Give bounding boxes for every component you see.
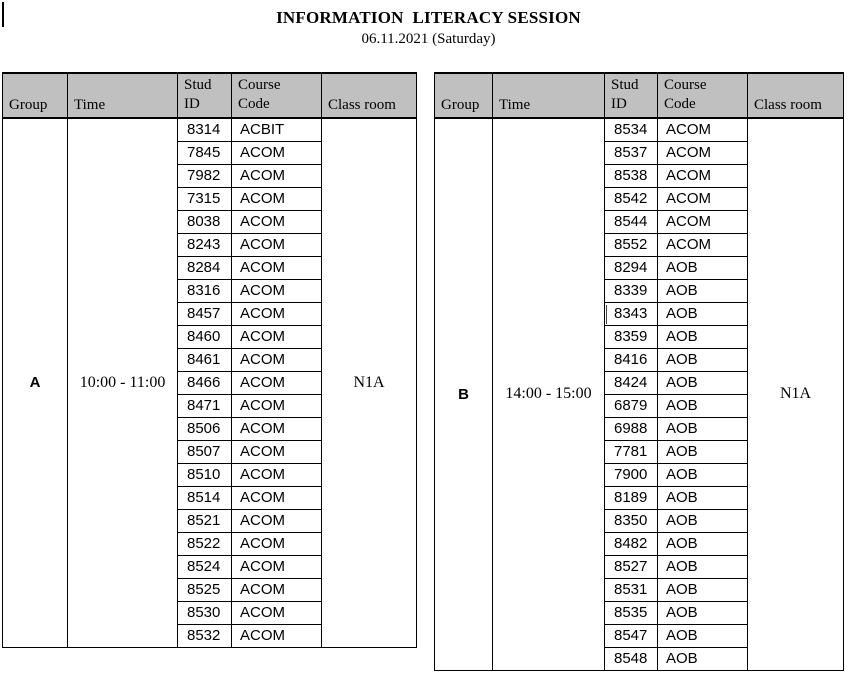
course-code-cell: AOB [658, 463, 748, 486]
table-body-group-a [3, 118, 417, 647]
stud-id-cell: 8339 [605, 279, 658, 302]
stud-id-cell: 8548 [605, 647, 658, 670]
stud-id-cell: 8471 [178, 394, 232, 417]
col-header-time: Time [68, 73, 178, 118]
course-code-cell: ACOM [658, 118, 748, 141]
stud-id-cell: 8359 [605, 325, 658, 348]
student-row [435, 118, 844, 141]
stud-id-cell: 8534 [605, 118, 658, 141]
course-code-cell: AOB [658, 348, 748, 371]
course-code-cell: AOB [658, 394, 748, 417]
course-code-cell: AOB [658, 509, 748, 532]
col-header-course-code [232, 73, 322, 118]
stud-id-cell: 7781 [605, 440, 658, 463]
stud-id-cell: 8482 [605, 532, 658, 555]
stud-id-cell: 8189 [605, 486, 658, 509]
stud-id-cell: 8314 [178, 118, 232, 141]
col-header-group: Group [435, 73, 493, 118]
course-code-cell: AOB [658, 578, 748, 601]
stud-id-cell: 8542 [605, 187, 658, 210]
stud-id-cell: 6879 [605, 394, 658, 417]
stud-id-cell: 7900 [605, 463, 658, 486]
stud-id-cell: 8466 [178, 371, 232, 394]
course-code-cell: AOB [658, 532, 748, 555]
time-cell: 10:00 - 11:00 [68, 118, 178, 647]
stud-id-cell: 8525 [178, 578, 232, 601]
course-code-cell: AOB [658, 371, 748, 394]
stud-id-cell: 8532 [178, 624, 232, 647]
course-code-cell: AOB [658, 302, 748, 325]
class-room-cell: N1A [748, 118, 844, 670]
col-header-stud-id [178, 73, 232, 118]
course-code-cell: ACOM [232, 624, 322, 647]
col-header-course-code-line1: Course [238, 77, 281, 93]
course-code-cell: ACOM [232, 486, 322, 509]
stud-id-cell: 8424 [605, 371, 658, 394]
course-code-cell: ACOM [232, 302, 322, 325]
stud-id-cell: 8521 [178, 509, 232, 532]
student-row [3, 118, 417, 141]
stud-id-cell: 7845 [178, 141, 232, 164]
col-header-class-room: Class room [748, 73, 844, 118]
course-code-cell: ACOM [232, 578, 322, 601]
stud-id-cell: 8038 [178, 210, 232, 233]
group-cell: B [435, 118, 493, 670]
stud-id-cell: 8460 [178, 325, 232, 348]
course-code-cell: AOB [658, 325, 748, 348]
stud-id-cell: 8294 [605, 256, 658, 279]
stud-id-cell: 8457 [178, 302, 232, 325]
course-code-cell: ACOM [232, 601, 322, 624]
page-subtitle: 06.11.2021 (Saturday) [361, 31, 496, 47]
course-code-cell: ACOM [232, 440, 322, 463]
course-code-cell: ACOM [658, 187, 748, 210]
stud-id-cell: 8544 [605, 210, 658, 233]
page-title: INFORMATION LITERACY SESSION [276, 8, 581, 27]
header-row [435, 73, 844, 118]
col-header-class-room: Class room [322, 73, 417, 118]
course-code-cell: ACOM [658, 233, 748, 256]
stud-id-cell: 8524 [178, 555, 232, 578]
course-code-cell: AOB [658, 601, 748, 624]
course-code-cell: ACBIT [232, 118, 322, 141]
stud-id-cell: 8416 [605, 348, 658, 371]
course-code-cell: ACOM [232, 187, 322, 210]
stud-id-cell: 8510 [178, 463, 232, 486]
course-code-cell: AOB [658, 624, 748, 647]
stud-id-cell: 8537 [605, 141, 658, 164]
group-cell: A [3, 118, 68, 647]
stud-id-cell: 8284 [178, 256, 232, 279]
col-header-stud-id-line2: ID [184, 96, 200, 112]
stud-id-cell: 8527 [605, 555, 658, 578]
course-code-cell: ACOM [232, 256, 322, 279]
stud-id-cell: 8547 [605, 624, 658, 647]
course-code-cell: ACOM [232, 279, 322, 302]
course-code-cell: ACOM [232, 371, 322, 394]
stud-id-cell: 6988 [605, 417, 658, 440]
course-code-cell: ACOM [232, 532, 322, 555]
table-body-group-b [435, 118, 844, 670]
course-code-cell: ACOM [232, 141, 322, 164]
course-code-cell: ACOM [232, 348, 322, 371]
col-header-course-code-line2: Code [664, 96, 696, 112]
col-header-course-code-line1: Course [664, 77, 707, 93]
stud-id-cell: 7315 [178, 187, 232, 210]
course-code-cell: ACOM [232, 210, 322, 233]
course-code-cell: ACOM [658, 141, 748, 164]
course-code-cell: AOB [658, 440, 748, 463]
col-header-course-code-line2: Code [238, 96, 270, 112]
course-code-cell: AOB [658, 647, 748, 670]
course-code-cell: AOB [658, 279, 748, 302]
col-header-stud-id-line1: Stud [611, 77, 639, 93]
stud-id-cell: 8461 [178, 348, 232, 371]
stud-id-cell: 8507 [178, 440, 232, 463]
course-code-cell: AOB [658, 486, 748, 509]
col-header-stud-id [605, 73, 658, 118]
stud-id-cell: 8350 [605, 509, 658, 532]
col-header-course-code [658, 73, 748, 118]
course-code-cell: ACOM [232, 417, 322, 440]
class-room-cell: N1A [322, 118, 417, 647]
schedule-table-group-a [2, 72, 417, 648]
time-cell: 14:00 - 15:00 [493, 118, 605, 670]
course-code-cell: ACOM [232, 509, 322, 532]
stud-id-cell: 8243 [178, 233, 232, 256]
col-header-stud-id-line2: ID [611, 96, 627, 112]
course-code-cell: AOB [658, 256, 748, 279]
stud-id-cell: 8522 [178, 532, 232, 555]
stud-id-cell: 8531 [605, 578, 658, 601]
col-header-time: Time [493, 73, 605, 118]
col-header-stud-id-line1: Stud [184, 77, 212, 93]
course-code-cell: AOB [658, 417, 748, 440]
header-row [3, 73, 417, 118]
stud-id-cell: 8538 [605, 164, 658, 187]
course-code-cell: ACOM [232, 233, 322, 256]
course-code-cell: ACOM [232, 325, 322, 348]
stud-id-cell: 8535 [605, 601, 658, 624]
course-code-cell: ACOM [232, 394, 322, 417]
schedule-table-group-b [434, 72, 844, 671]
stud-id-cell: 8514 [178, 486, 232, 509]
stud-id-cell: 8530 [178, 601, 232, 624]
stud-id-cell: 8343 [605, 302, 658, 325]
col-header-group: Group [3, 73, 68, 118]
course-code-cell: ACOM [232, 164, 322, 187]
stud-id-cell: 8316 [178, 279, 232, 302]
stud-id-cell: 7982 [178, 164, 232, 187]
stud-id-cell: 8552 [605, 233, 658, 256]
course-code-cell: ACOM [232, 463, 322, 486]
course-code-cell: ACOM [658, 164, 748, 187]
stud-id-cell: 8506 [178, 417, 232, 440]
course-code-cell: AOB [658, 555, 748, 578]
course-code-cell: ACOM [232, 555, 322, 578]
course-code-cell: ACOM [658, 210, 748, 233]
